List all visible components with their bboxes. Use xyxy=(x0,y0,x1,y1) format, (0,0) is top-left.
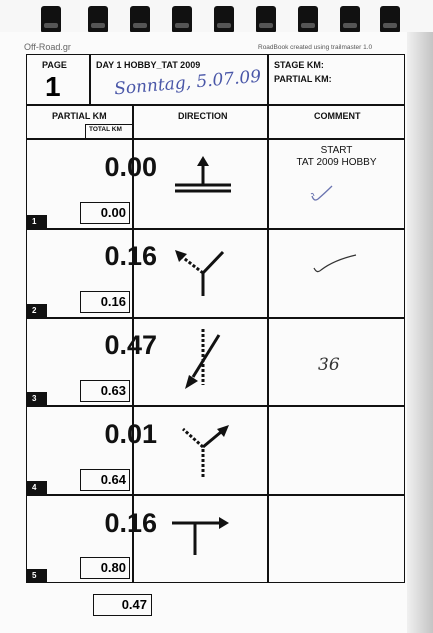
fork-right-icon xyxy=(145,415,265,485)
handwritten-date: Sonntag, 5.07.09 xyxy=(113,66,262,100)
binding-ring xyxy=(340,6,360,32)
binding-ring xyxy=(256,6,276,32)
partial-km-value: 0.01 xyxy=(104,419,157,449)
total-km-value: 0.00 xyxy=(80,202,130,224)
check-mark-icon xyxy=(308,182,338,204)
binding-ring xyxy=(214,6,234,32)
partial-km-header: PARTIAL KM xyxy=(52,111,107,121)
binding-ring xyxy=(41,6,61,32)
page-edge-shadow xyxy=(407,0,433,633)
divider xyxy=(26,104,405,106)
binding-ring xyxy=(88,6,108,32)
total-km-value: 0.63 xyxy=(80,380,130,402)
comment-header: COMMENT xyxy=(314,111,361,121)
handwritten-note: 36 xyxy=(318,355,340,375)
divider xyxy=(89,54,91,104)
spiral-binding xyxy=(0,0,433,32)
divider xyxy=(85,124,132,125)
check-mark-icon xyxy=(312,252,360,276)
total-km-value: 0.80 xyxy=(80,557,130,579)
total-km-value: 0.16 xyxy=(80,291,130,313)
row-index: 2 xyxy=(27,304,47,317)
page-label: PAGE xyxy=(42,60,67,70)
divider xyxy=(26,138,405,140)
t-junction-right-icon xyxy=(145,503,265,573)
binding-ring xyxy=(130,6,150,32)
direction-header: DIRECTION xyxy=(178,111,228,121)
row-index: 4 xyxy=(27,481,47,494)
divider xyxy=(26,228,405,230)
day-title: DAY 1 HOBBY_TAT 2009 xyxy=(96,60,201,70)
binding-ring xyxy=(298,6,318,32)
fork-left-icon xyxy=(145,238,265,308)
divider xyxy=(267,54,269,104)
partial-km-label: PARTIAL KM: xyxy=(274,74,332,84)
stage-km-label: STAGE KM: xyxy=(274,60,324,70)
total-km-header: TOTAL KM xyxy=(89,126,122,133)
binding-ring xyxy=(380,6,400,32)
start-straight-icon xyxy=(145,150,265,220)
binding-ring xyxy=(172,6,192,32)
divider xyxy=(26,494,405,496)
credit-label: RoadBook created using trailmaster 1.0 xyxy=(258,44,373,51)
page-number: 1 xyxy=(45,71,61,102)
partial-km-value: 0.00 xyxy=(104,152,157,182)
crossing-bear-left-icon xyxy=(145,325,265,395)
partial-km-value: 0.16 xyxy=(104,508,157,538)
partial-km-value: 0.47 xyxy=(104,330,157,360)
row-index: 5 xyxy=(27,569,47,582)
comment-text xyxy=(268,145,405,169)
comment-line: START TAT 2009 HOBBY xyxy=(296,145,377,168)
site-label: Off-Road.gr xyxy=(24,42,71,52)
divider xyxy=(26,317,405,319)
partial-km-value: 0.16 xyxy=(104,241,157,271)
divider xyxy=(267,104,269,583)
row-index: 3 xyxy=(27,392,47,405)
divider xyxy=(85,124,86,138)
row-index: 1 xyxy=(27,215,47,228)
divider xyxy=(26,405,405,407)
carry-total-box: 0.47 xyxy=(93,594,152,616)
total-km-value: 0.64 xyxy=(80,469,130,491)
